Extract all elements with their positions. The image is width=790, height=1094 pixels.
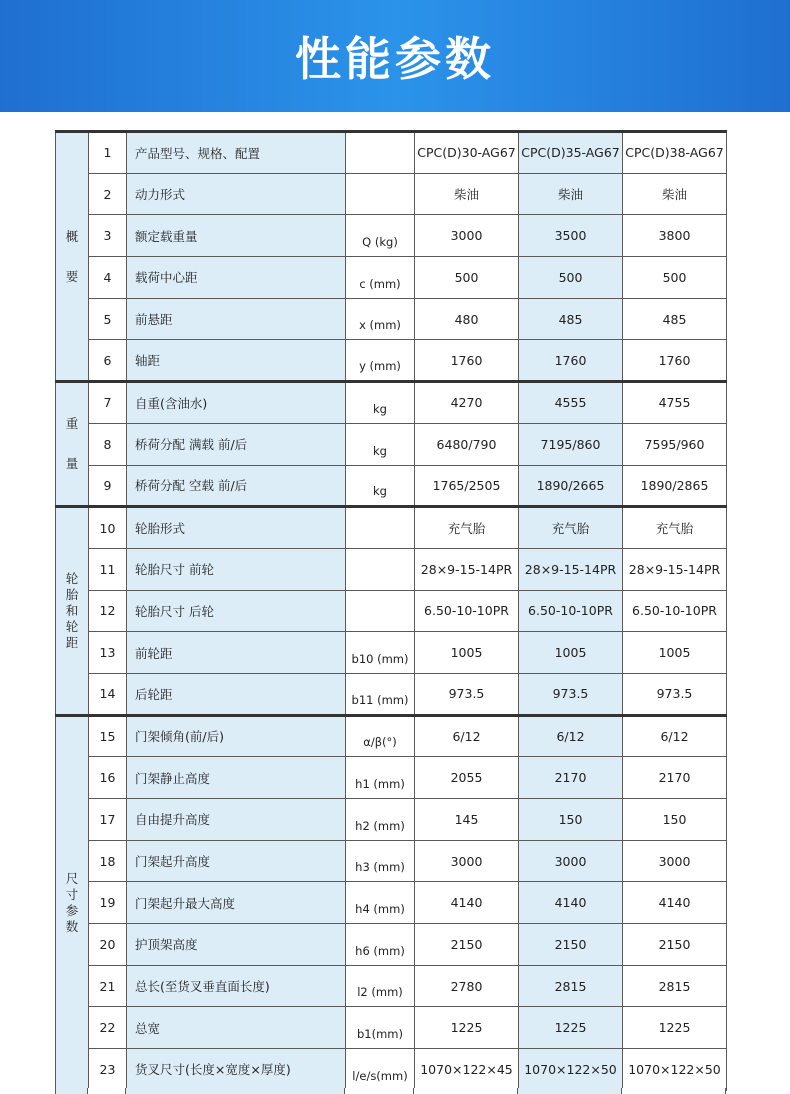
spec-name: 轮胎尺寸 后轮 [127, 590, 346, 632]
value-model-1: 500 [415, 257, 519, 299]
row-number: 4 [89, 257, 127, 299]
spec-name: 后轮距 [127, 673, 346, 715]
spec-name: 前悬距 [127, 298, 346, 340]
spec-unit: Q (kg) [346, 215, 415, 257]
value-model-1: 1225 [415, 1007, 519, 1049]
value-model-1: 3000 [415, 215, 519, 257]
value-model-3: 3800 [623, 215, 727, 257]
value-model-1: 2780 [415, 965, 519, 1007]
spec-name: 门架起升最大高度 [127, 882, 346, 924]
spec-unit [346, 590, 415, 632]
spec-name: 产品型号、规格、配置 [127, 132, 346, 174]
value-model-2: 1890/2665 [519, 465, 623, 507]
table-row [56, 673, 727, 715]
value-model-1: 4270 [415, 382, 519, 424]
row-number: 7 [89, 382, 127, 424]
value-model-2: CPC(D)35-AG67 [519, 132, 623, 174]
value-model-3: 2170 [623, 757, 727, 799]
value-model-1: CPC(D)30-AG67 [415, 132, 519, 174]
table-row [56, 799, 727, 841]
category-label: 轮胎和轮距 [65, 570, 79, 650]
table-row [56, 715, 727, 757]
value-model-1: 充气胎 [415, 507, 519, 549]
spec-unit: kg [346, 465, 415, 507]
value-model-3: 6/12 [623, 715, 727, 757]
value-model-3: 4140 [623, 882, 727, 924]
table-row [56, 840, 727, 882]
value-model-1: 6/12 [415, 715, 519, 757]
row-number: 13 [89, 632, 127, 674]
spec-unit: α/β(°) [346, 715, 415, 757]
table-row [56, 257, 727, 299]
table-row [56, 1007, 727, 1049]
category-label: 尺寸参数 [65, 871, 79, 935]
spec-name: 动力形式 [127, 173, 346, 215]
spec-name: 总宽 [127, 1007, 346, 1049]
spec-unit: kg [346, 423, 415, 465]
row-number: 2 [89, 173, 127, 215]
category-cell [56, 132, 89, 382]
row-number: 16 [89, 757, 127, 799]
spec-unit: c (mm) [346, 257, 415, 299]
spec-unit: h3 (mm) [346, 840, 415, 882]
spec-unit: h1 (mm) [346, 757, 415, 799]
value-model-3: 柴油 [623, 173, 727, 215]
value-model-2: 1225 [519, 1007, 623, 1049]
category-cell [56, 507, 89, 715]
value-model-1: 1765/2505 [415, 465, 519, 507]
spec-name: 总长(至货叉垂直面长度) [127, 965, 346, 1007]
spec-name: 桥荷分配 满载 前/后 [127, 423, 346, 465]
spec-name: 轮胎形式 [127, 507, 346, 549]
value-model-1: 480 [415, 298, 519, 340]
value-model-1: 1070×122×45 [415, 1049, 519, 1091]
value-model-2: 1070×122×50 [519, 1049, 623, 1091]
spec-name: 轮胎尺寸 前轮 [127, 548, 346, 590]
spec-name: 载荷中心距 [127, 257, 346, 299]
value-model-3: 7595/960 [623, 423, 727, 465]
spec-unit [346, 173, 415, 215]
row-number: 6 [89, 340, 127, 382]
value-model-1: 1760 [415, 340, 519, 382]
value-model-2: 3000 [519, 840, 623, 882]
value-model-2: 4140 [519, 882, 623, 924]
value-model-3: 1760 [623, 340, 727, 382]
value-model-2: 2150 [519, 924, 623, 966]
value-model-3: 28×9-15-14PR [623, 548, 727, 590]
spec-name: 额定载重量 [127, 215, 346, 257]
value-model-2: 150 [519, 799, 623, 841]
value-model-3: 3000 [623, 840, 727, 882]
spec-name: 桥荷分配 空载 前/后 [127, 465, 346, 507]
spec-name: 门架倾角(前/后) [127, 715, 346, 757]
table-row [56, 965, 727, 1007]
row-number: 1 [89, 132, 127, 174]
value-model-1: 2150 [415, 924, 519, 966]
spec-unit: b1(mm) [346, 1007, 415, 1049]
spec-name: 护顶架高度 [127, 924, 346, 966]
value-model-3: 1005 [623, 632, 727, 674]
value-model-2: 3500 [519, 215, 623, 257]
table-row [56, 548, 727, 590]
row-number: 15 [89, 715, 127, 757]
value-model-1: 6480/790 [415, 423, 519, 465]
value-model-2: 1760 [519, 340, 623, 382]
spec-unit [346, 507, 415, 549]
page-title: 性能参数 [295, 32, 495, 86]
value-model-2: 充气胎 [519, 507, 623, 549]
value-model-2: 4555 [519, 382, 623, 424]
table-row [56, 132, 727, 174]
value-model-2: 500 [519, 257, 623, 299]
value-model-1: 6.50-10-10PR [415, 590, 519, 632]
table-continuation [55, 1088, 726, 1094]
table-row [56, 757, 727, 799]
value-model-3: 150 [623, 799, 727, 841]
value-model-2: 485 [519, 298, 623, 340]
spec-name: 自由提升高度 [127, 799, 346, 841]
value-model-2: 7195/860 [519, 423, 623, 465]
spec-unit: h2 (mm) [346, 799, 415, 841]
spec-unit: b10 (mm) [346, 632, 415, 674]
spec-name: 门架静止高度 [127, 757, 346, 799]
value-model-1: 3000 [415, 840, 519, 882]
row-number: 19 [89, 882, 127, 924]
spec-unit: x (mm) [346, 298, 415, 340]
table-row [56, 423, 727, 465]
table-row [56, 298, 727, 340]
row-number: 12 [89, 590, 127, 632]
value-model-2: 1005 [519, 632, 623, 674]
spec-unit: l/e/s(mm) [346, 1049, 415, 1091]
table-row [56, 590, 727, 632]
value-model-3: 2815 [623, 965, 727, 1007]
row-number: 18 [89, 840, 127, 882]
value-model-3: 2150 [623, 924, 727, 966]
spec-name: 轴距 [127, 340, 346, 382]
value-model-1: 1005 [415, 632, 519, 674]
value-model-1: 4140 [415, 882, 519, 924]
row-number: 11 [89, 548, 127, 590]
row-number: 8 [89, 423, 127, 465]
row-number: 22 [89, 1007, 127, 1049]
spec-name: 自重(含油水) [127, 382, 346, 424]
value-model-2: 2170 [519, 757, 623, 799]
value-model-1: 145 [415, 799, 519, 841]
table-row [56, 507, 727, 549]
value-model-2: 973.5 [519, 673, 623, 715]
spec-unit: h6 (mm) [346, 924, 415, 966]
value-model-2: 6.50-10-10PR [519, 590, 623, 632]
value-model-1: 2055 [415, 757, 519, 799]
table-row [56, 632, 727, 674]
row-number: 14 [89, 673, 127, 715]
value-model-1: 柴油 [415, 173, 519, 215]
spec-unit: y (mm) [346, 340, 415, 382]
row-number: 9 [89, 465, 127, 507]
spec-unit: l2 (mm) [346, 965, 415, 1007]
spec-unit: b11 (mm) [346, 673, 415, 715]
value-model-3: 485 [623, 298, 727, 340]
value-model-3: 1890/2865 [623, 465, 727, 507]
spec-name: 前轮距 [127, 632, 346, 674]
value-model-3: 973.5 [623, 673, 727, 715]
value-model-3: 6.50-10-10PR [623, 590, 727, 632]
value-model-2: 2815 [519, 965, 623, 1007]
value-model-3: CPC(D)38-AG67 [623, 132, 727, 174]
value-model-2: 6/12 [519, 715, 623, 757]
row-number: 23 [89, 1049, 127, 1091]
table-row [56, 340, 727, 382]
value-model-2: 28×9-15-14PR [519, 548, 623, 590]
header-banner [0, 0, 790, 112]
row-number: 10 [89, 507, 127, 549]
value-model-1: 28×9-15-14PR [415, 548, 519, 590]
row-number: 21 [89, 965, 127, 1007]
spec-unit: h4 (mm) [346, 882, 415, 924]
value-model-3: 1225 [623, 1007, 727, 1049]
spec-name: 门架起升高度 [127, 840, 346, 882]
row-number: 3 [89, 215, 127, 257]
value-model-3: 500 [623, 257, 727, 299]
table-row [56, 382, 727, 424]
table-row [56, 465, 727, 507]
category-cell [56, 382, 89, 507]
value-model-3: 4755 [623, 382, 727, 424]
spec-table [55, 130, 727, 1091]
table-row [56, 882, 727, 924]
value-model-1: 973.5 [415, 673, 519, 715]
spec-table-body [56, 132, 727, 1091]
category-cell [56, 715, 89, 1090]
table-row [56, 215, 727, 257]
category-label: 概要 [65, 228, 79, 284]
row-number: 17 [89, 799, 127, 841]
row-number: 20 [89, 924, 127, 966]
row-number: 5 [89, 298, 127, 340]
spec-unit [346, 132, 415, 174]
table-row [56, 173, 727, 215]
category-label: 重量 [65, 416, 79, 472]
spec-unit: kg [346, 382, 415, 424]
value-model-3: 1070×122×50 [623, 1049, 727, 1091]
spec-unit [346, 548, 415, 590]
spec-name: 货叉尺寸(长度×宽度×厚度) [127, 1049, 346, 1091]
value-model-2: 柴油 [519, 173, 623, 215]
value-model-3: 充气胎 [623, 507, 727, 549]
table-row [56, 924, 727, 966]
table-row [56, 1049, 727, 1091]
